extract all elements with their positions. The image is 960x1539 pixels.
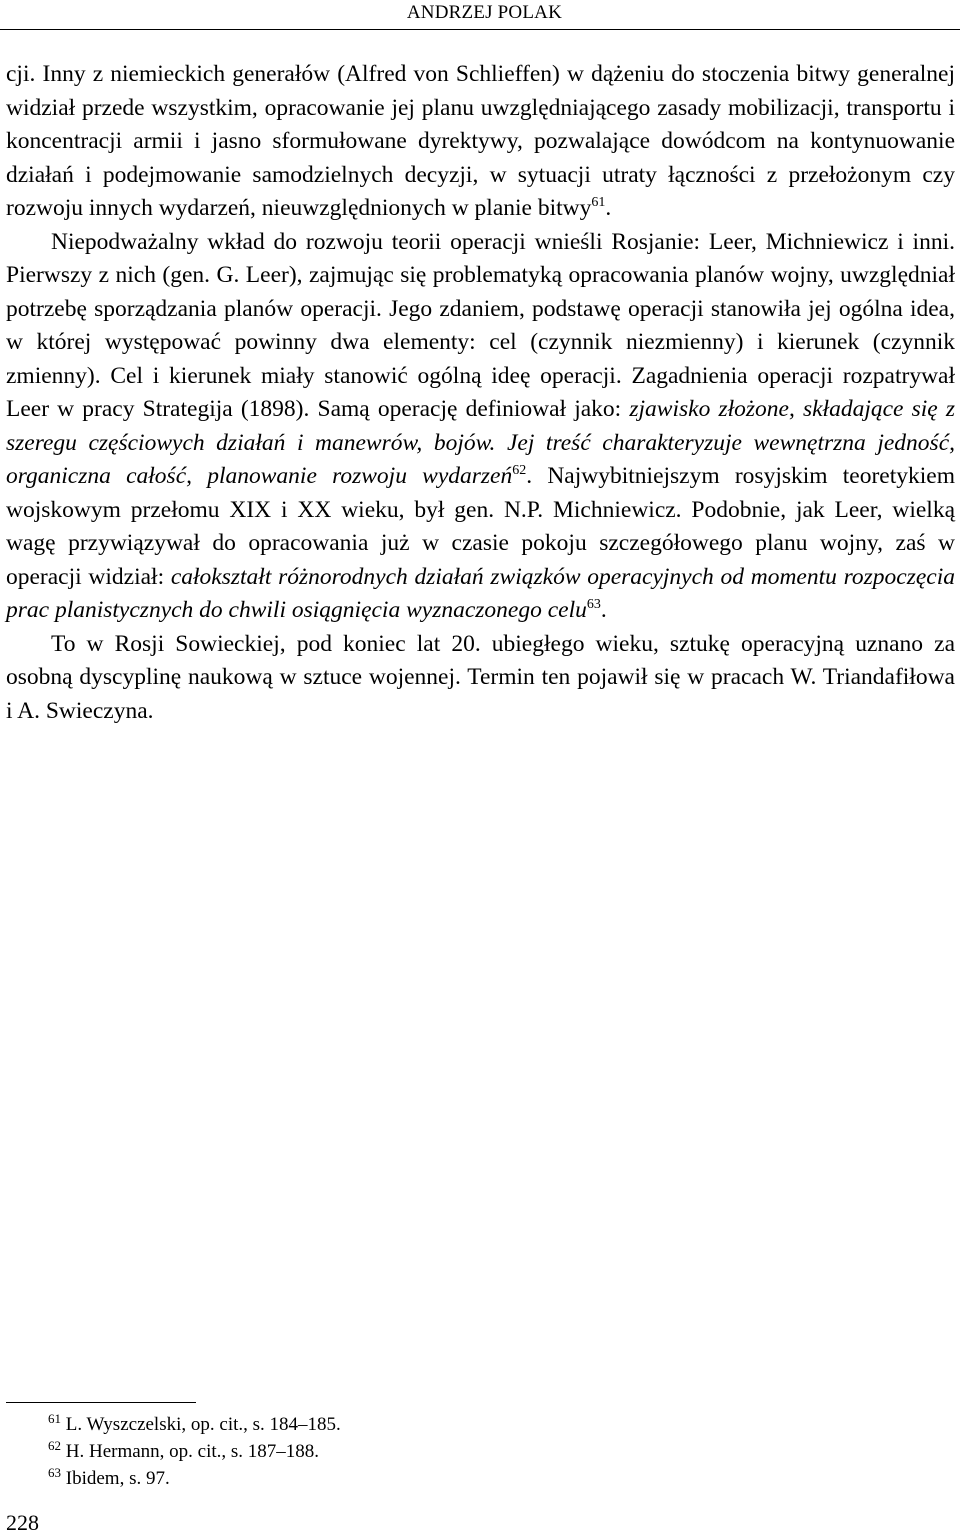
footnote-ref-61[interactable]: 61 xyxy=(591,195,606,210)
footnotes xyxy=(48,1411,341,1492)
page-number: 228 xyxy=(6,1510,39,1535)
footnote-63: $^{63}$ Ibidem, s. 97. xyxy=(48,1465,170,1489)
paragraph-3: To w Rosji Sowieckiej, pod koniec lat 20. ubiegłego wieku, sztukę operacyjną uznano za osobną dyscyplinę naukową w sztuce wojennej. Termin ten pojawił się w pracach W. Triandafiłowa i A. Swieczyna. xyxy=(6,630,955,724)
footnote-ref-63[interactable]: 63 xyxy=(586,597,601,612)
paragraph-2: Niepodważalny wkład do rozwoju teorii operacji wnieśli Rosjanie: Leer, Michniewicz i inni. Pierwszy z nich (gen. G. Leer), zajmując się problematyką opracowania planów wojny, uwzględniał potrzebę sporządzania planów operacji. Jego zdaniem, podstawę operacji stanowiła jej ogólna idea, w której występować powinny dwa elementy: cel (czynnik niezmienny) i kierunek (czynnik zmienny). Cel i kierunek miały stanowić ogólną ideę operacji. Zagadnienia operacji rozpatrywał Leer w pracy Strategija (1898). Samą operację definiował jako: zjawisko złożone, składające się z szeregu częściowych działań i manewrów, bojów. Jej treść charakteryzuje wewnętrzna jedność, organiczna całość, planowanie rozwoju wydarzeń$^{62}$. Najwybitniejszym rosyjskim teoretykiem wojskowym przełomu XIX i XX wieku, był gen. N.P. Michniewicz. Podobnie, jak Leer, wielką wagę przywiązywał do opracowania już w czasie pokoju szczegółowego planu wojny, zaś w operacji widział: całokształt różnorodnych działań związków operacyjnych od momentu rozpoczęcia prac planistycznych do chwili osiągnięcia wyznaczonego celu$^{63}$. xyxy=(6,228,956,623)
footnote-separator xyxy=(6,1402,196,1403)
quote-michniewicz-definition: całokształt różnorodnych działań związków operacyjnych od momentu rozpoczęcia prac planistycznych do chwili osiągnięcia wyznaczonego celu xyxy=(6,563,956,623)
footnote-ref-62[interactable]: 62 xyxy=(512,463,527,478)
running-head-author: ANDRZEJ POLAK xyxy=(406,2,562,23)
footnote-62: $^{62}$ H. Hermann, op. cit., s. 187–188. xyxy=(48,1438,320,1462)
footnote-61: $^{61}$ L. Wyszczelski, op. cit., s. 184–185. xyxy=(48,1411,341,1435)
quote-leer-definition: zjawisko złożone, składające się z szeregu częściowych działań i manewrów, bojów. Jej treść charakteryzuje wewnętrzna jedność, organiczna całość, planowanie rozwoju wydarzeń xyxy=(6,396,956,489)
body-text xyxy=(6,58,955,728)
running-head xyxy=(0,0,960,30)
paragraph-1: cji. Inny z niemieckich generałów (Alfred von Schlieffen) w dążeniu do stoczenia bitwy generalnej widział przede wszystkim, opracowanie jej planu uwzględniającego zasady mobilizacji, transportu i koncentracji armii i jasno sformułowane dyrektywy, pozwalające dowódcom na kontynuowanie działań i podejmowanie samodzielnych decyzji, w sytuacji utraty łączności z przełożonym czy rozwoju innych wydarzeń, nieuwzględnionych w planie bitwy$^{61}$. xyxy=(6,61,955,221)
